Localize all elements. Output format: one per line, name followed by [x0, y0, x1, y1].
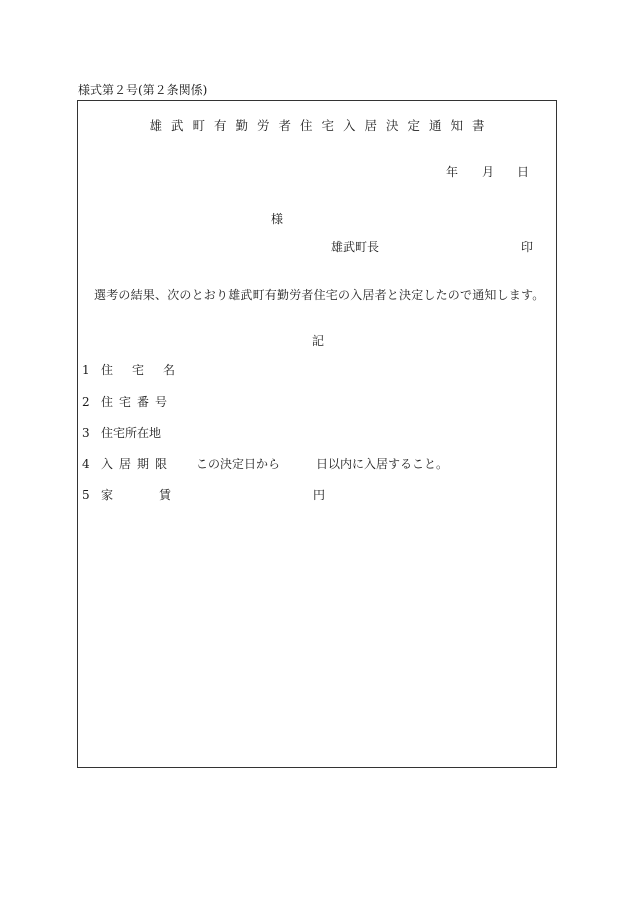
item-label: 住宅所在地	[101, 426, 162, 440]
list-item	[82, 427, 161, 439]
document-title: 雄武町有勤労者住宅入居決定通知書	[149, 118, 494, 133]
list-item	[82, 364, 194, 376]
addressee-suffix: 様	[271, 212, 284, 226]
item-label: 入居期限	[101, 457, 174, 471]
item-number: 2	[82, 395, 90, 409]
form-number-label: 様式第２号(第２条関係)	[78, 83, 208, 97]
list-item	[82, 458, 173, 470]
seal-mark: 印	[521, 240, 534, 254]
item-number: 5	[82, 488, 90, 502]
body-text: 選考の結果、次のとおり雄武町有勤労者住宅の入居者と決定したので通知します。	[94, 288, 545, 302]
item-number: 1	[82, 363, 90, 377]
item-label: 家賃	[101, 488, 218, 502]
date-month-label: 月	[482, 165, 495, 179]
issuer-name: 雄武町長	[331, 240, 380, 254]
item-label: 住宅番号	[101, 395, 174, 409]
rent-unit-label: 円	[313, 488, 326, 502]
ki-heading: 記	[312, 334, 325, 348]
item-number: 4	[82, 457, 90, 471]
period-prefix-text: この決定日から	[196, 457, 281, 471]
date-day-label: 日	[517, 165, 530, 179]
item-label: 住宅名	[101, 363, 195, 377]
list-item	[82, 489, 217, 501]
date-year-label: 年	[446, 165, 459, 179]
item-number: 3	[82, 426, 90, 440]
list-item	[82, 396, 173, 408]
period-suffix-text: 日以内に入居すること。	[316, 457, 449, 471]
